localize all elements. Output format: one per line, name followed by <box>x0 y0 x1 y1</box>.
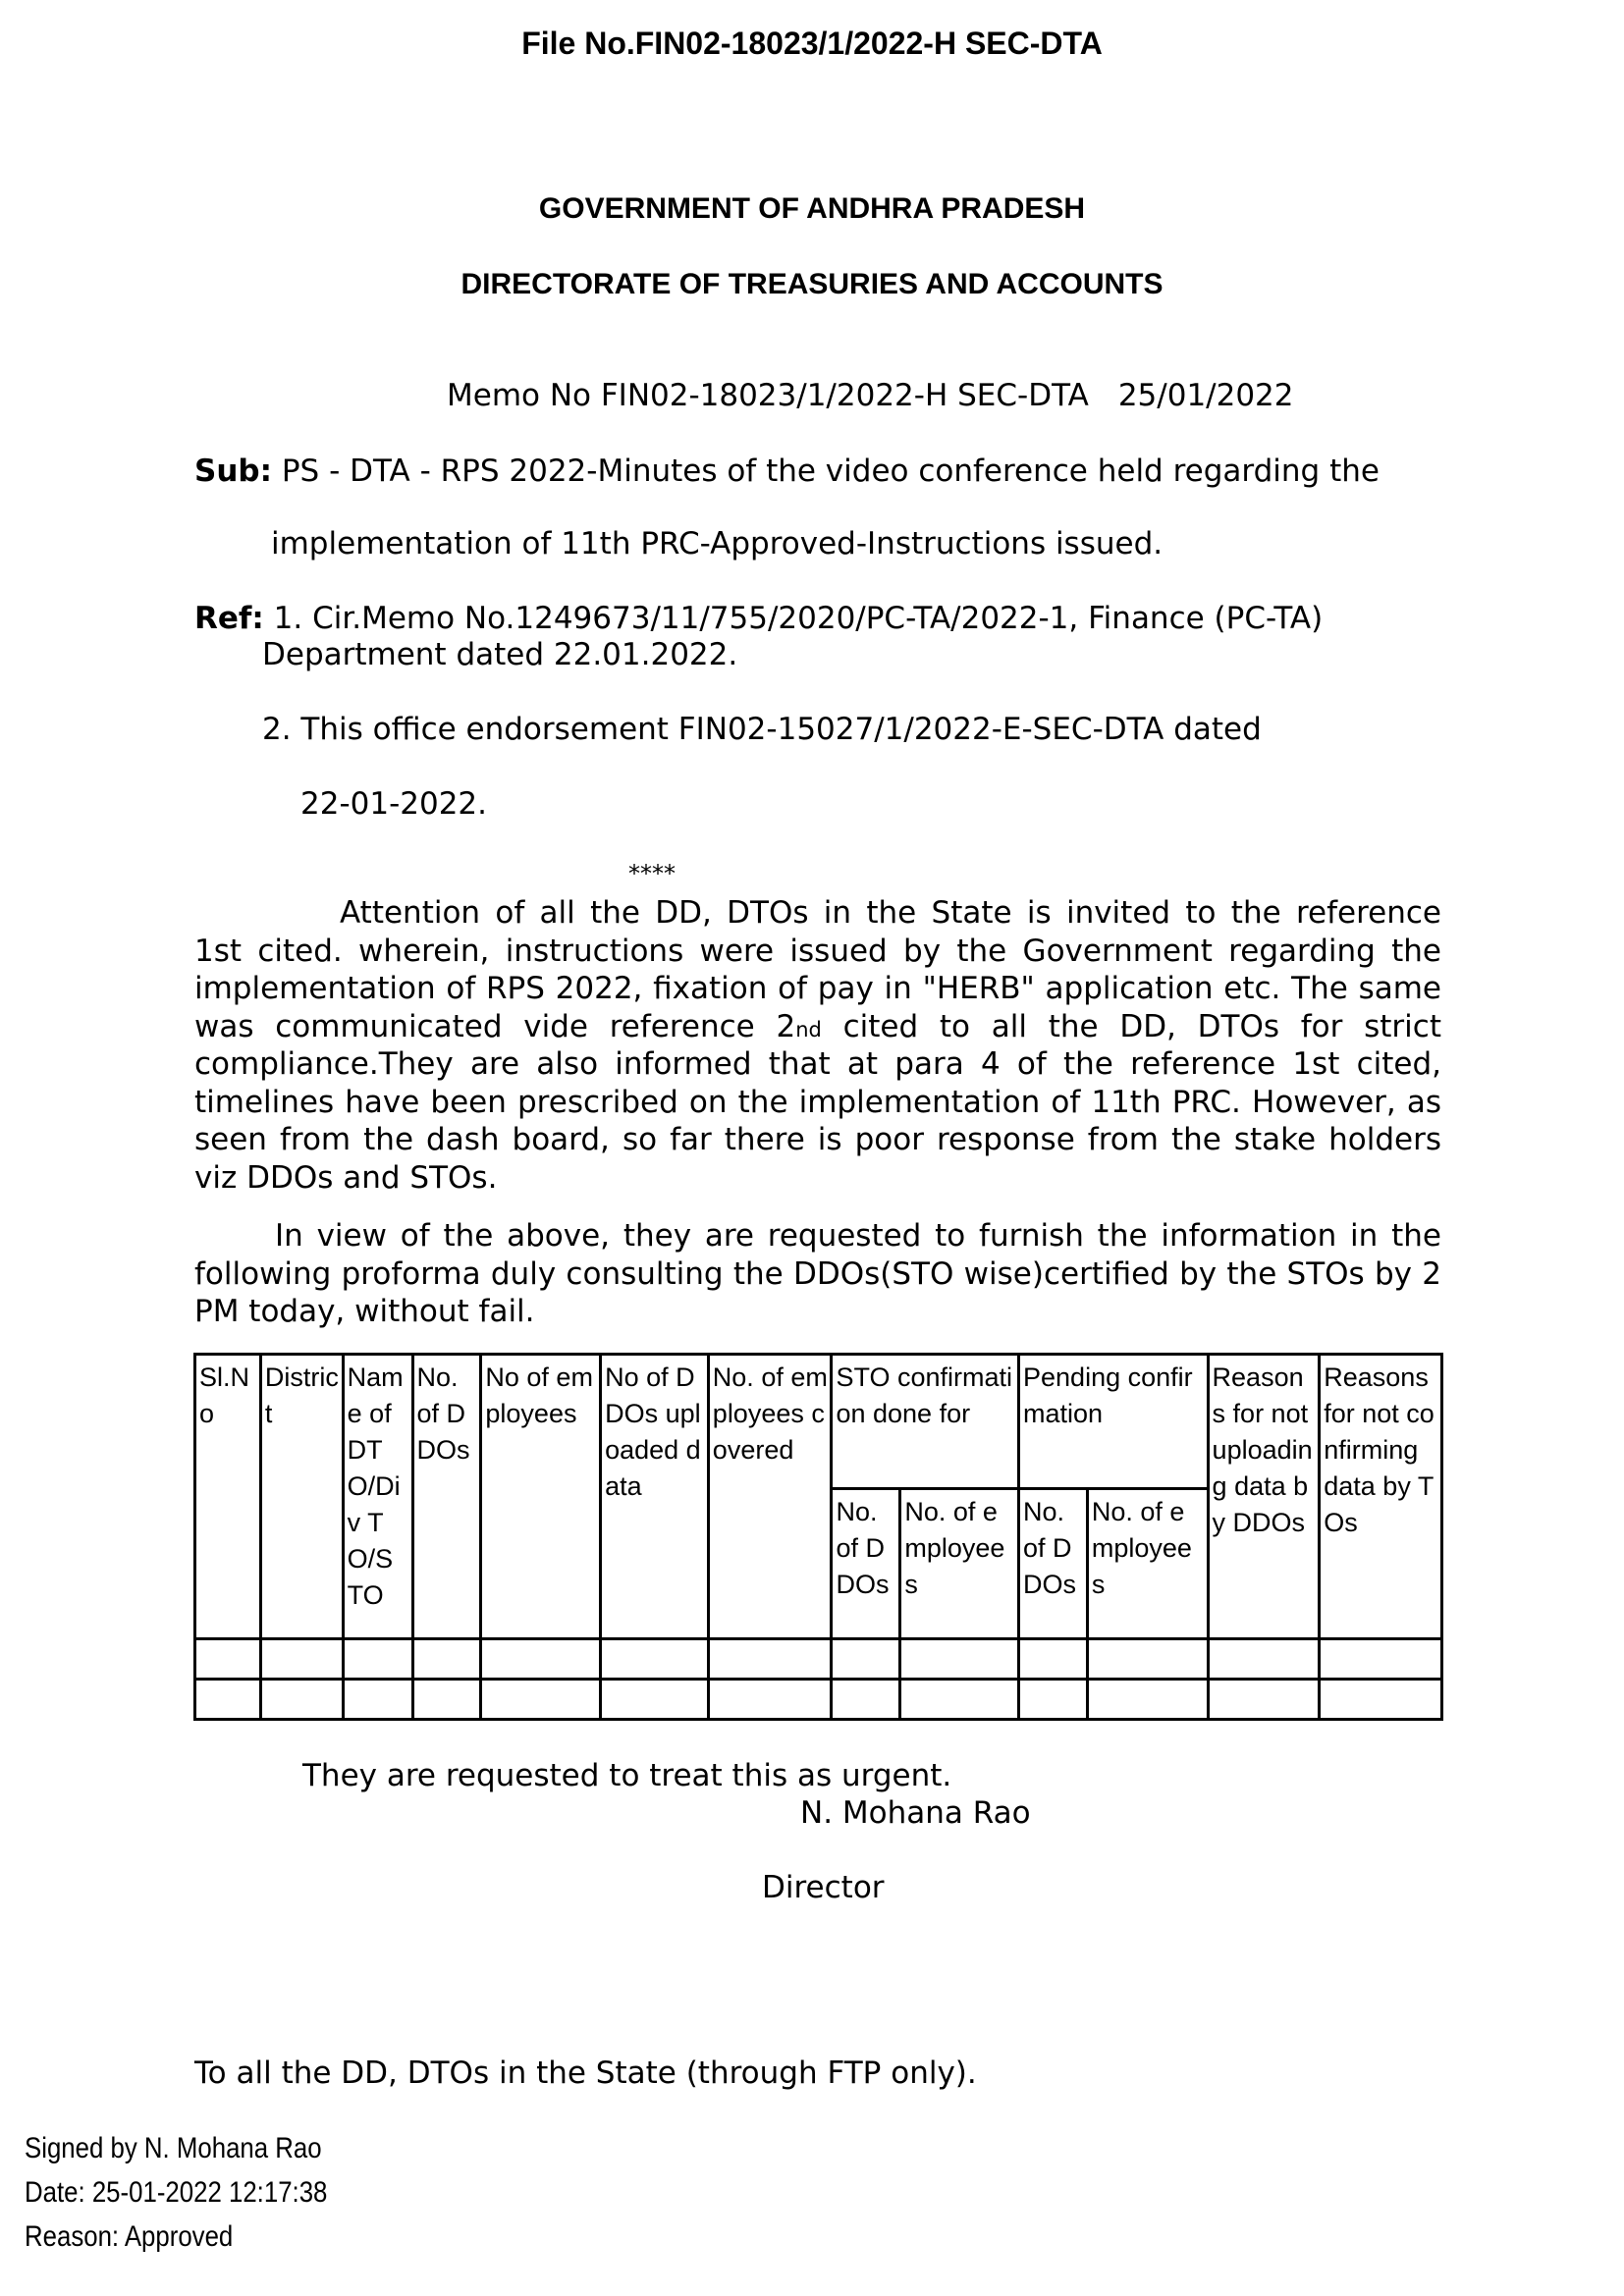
header-reasons-not-uploading: Reasons for not uploading data by DDOs <box>1208 1355 1320 1639</box>
para1-line-8: viz DDOs and STOs. <box>194 1159 498 1196</box>
sub-header-pending-ddos: No. of DDOs <box>1019 1489 1088 1639</box>
reference-1-text: 1. Cir.Memo No.1249673/11/755/2020/PC-TA/2022-1, Finance (PC-TA) <box>273 601 1324 636</box>
table-row <box>195 1639 1442 1680</box>
directorate-heading: DIRECTORATE OF TREASURIES AND ACCOUNTS <box>460 268 1164 300</box>
signatory-designation: Director <box>762 1870 885 1905</box>
table-cell <box>708 1639 832 1680</box>
header-no-of-employees-covered: No. of employees covered <box>708 1355 832 1639</box>
table-cell <box>708 1680 832 1720</box>
table-cell <box>260 1639 343 1680</box>
government-heading: GOVERNMENT OF ANDHRA PRADESH <box>538 192 1086 225</box>
separator-stars: **** <box>628 860 676 887</box>
table-cell <box>1320 1680 1442 1720</box>
para2-line-2: following proforma duly consulting the DDOs(STO wise)certified by the STOs by 2 <box>194 1255 1441 1292</box>
header-reasons-not-confirming: Reasons for not confirming data by TOs <box>1320 1355 1442 1639</box>
para1-line-1: Attention of all the DD, DTOs in the State is invited to the reference <box>340 895 1441 931</box>
para1-line-3: implementation of RPS 2022, fixation of pay in "HERB" application etc. The same <box>194 971 1441 1006</box>
table-cell <box>601 1680 709 1720</box>
reference-2-line-2: 22-01-2022. <box>300 786 488 822</box>
table-cell <box>601 1639 709 1680</box>
reference-1-line-2: Department dated 22.01.2022. <box>262 637 738 672</box>
table-cell <box>900 1639 1019 1680</box>
para1-line-6: timelines have been prescribed on the implementation of 11th PRC. However, as <box>194 1084 1441 1120</box>
reference-2-line-1: 2. This office endorsement FIN02-15027/1/2022-E-SEC-DTA dated <box>262 712 1262 747</box>
signed-reason-stamp: Reason: Approved <box>25 2220 234 2253</box>
table-cell <box>412 1639 481 1680</box>
urgent-note: They are requested to treat this as urgent. <box>302 1758 952 1793</box>
subject-line-1 <box>194 454 1380 489</box>
body-paragraph-1 <box>194 894 1441 1197</box>
memo-number: Memo No FIN02-18023/1/2022-H SEC-DTA <box>447 378 1089 413</box>
table-cell <box>343 1680 412 1720</box>
sub-header-pending-employees: No. of employees <box>1087 1489 1208 1639</box>
reference-1-line-1 <box>194 601 1323 636</box>
table-cell <box>1087 1680 1208 1720</box>
signatory-name: N. Mohana Rao <box>800 1795 1031 1831</box>
para1-line-4 <box>194 1008 1441 1046</box>
subject-line-2: implementation of 11th PRC-Approved-Instructions issued. <box>271 526 1164 561</box>
superscript-nd: nd <box>795 1017 822 1041</box>
table-cell <box>1019 1680 1088 1720</box>
para2-line-1: In view of the above, they are requested to furnish the information in the <box>275 1218 1441 1254</box>
sub-header-sto-employees: No. of employees <box>900 1489 1019 1639</box>
header-sto-confirmation: STO confirmation done for <box>832 1355 1019 1489</box>
header-no-of-ddos-uploaded: No of DDOs uploaded data <box>601 1355 709 1639</box>
para1-line-2: 1st cited. wherein, instructions were issued by the Government regarding the <box>194 933 1441 969</box>
subject-label: Sub: <box>194 454 272 489</box>
body-paragraph-2 <box>194 1217 1441 1331</box>
table-cell <box>343 1639 412 1680</box>
para1-line-7: seen from the dash board, so far there is poor response from the stake holders <box>194 1122 1441 1157</box>
header-name-of-dto: Name of DTO/Div TO/STO <box>343 1355 412 1639</box>
table-cell <box>1320 1639 1442 1680</box>
table-cell <box>412 1680 481 1720</box>
table-cell <box>900 1680 1019 1720</box>
para1-line-5: compliance.They are also informed that at para 4 of the reference 1st cited, <box>194 1046 1441 1082</box>
table-cell <box>481 1639 601 1680</box>
header-no-of-employees: No of employees <box>481 1355 601 1639</box>
addressee-line: To all the DD, DTOs in the State (through FTP only). <box>194 2056 977 2091</box>
header-pending-confirmation: Pending confirmation <box>1019 1355 1209 1489</box>
table-cell <box>481 1680 601 1720</box>
table-cell <box>832 1680 900 1720</box>
table-cell <box>195 1639 261 1680</box>
table-cell <box>1208 1680 1320 1720</box>
table-cell <box>260 1680 343 1720</box>
para1-line-4a: was communicated vide reference 2 <box>194 1008 796 1044</box>
signed-date-stamp: Date: 25-01-2022 12:17:38 <box>25 2176 328 2209</box>
table-cell <box>195 1680 261 1720</box>
header-district: District <box>260 1355 343 1639</box>
header-sl-no: Sl.No <box>195 1355 261 1639</box>
table-header-row <box>195 1355 1442 1489</box>
file-number: File No.FIN02-18023/1/2022-H SEC-DTA <box>521 26 1103 61</box>
header-no-of-ddos: No. of DDOs <box>412 1355 481 1639</box>
subject-text-1: PS - DTA - RPS 2022-Minutes of the video conference held regarding the <box>281 454 1380 489</box>
table-row <box>195 1680 1442 1720</box>
para1-line-4b: cited to all the DD, DTOs for strict <box>821 1008 1441 1044</box>
table-cell <box>832 1639 900 1680</box>
sub-header-sto-ddos: No. of DDOs <box>832 1489 900 1639</box>
reference-label: Ref: <box>194 601 264 636</box>
table-cell <box>1208 1639 1320 1680</box>
memo-date: 25/01/2022 <box>1117 378 1294 413</box>
memo-line <box>447 378 1294 413</box>
table-cell <box>1019 1639 1088 1680</box>
table-cell <box>1087 1639 1208 1680</box>
proforma-table <box>193 1353 1443 1721</box>
signed-by-stamp: Signed by N. Mohana Rao <box>25 2132 322 2164</box>
para2-line-3: PM today, without fail. <box>194 1294 535 1329</box>
